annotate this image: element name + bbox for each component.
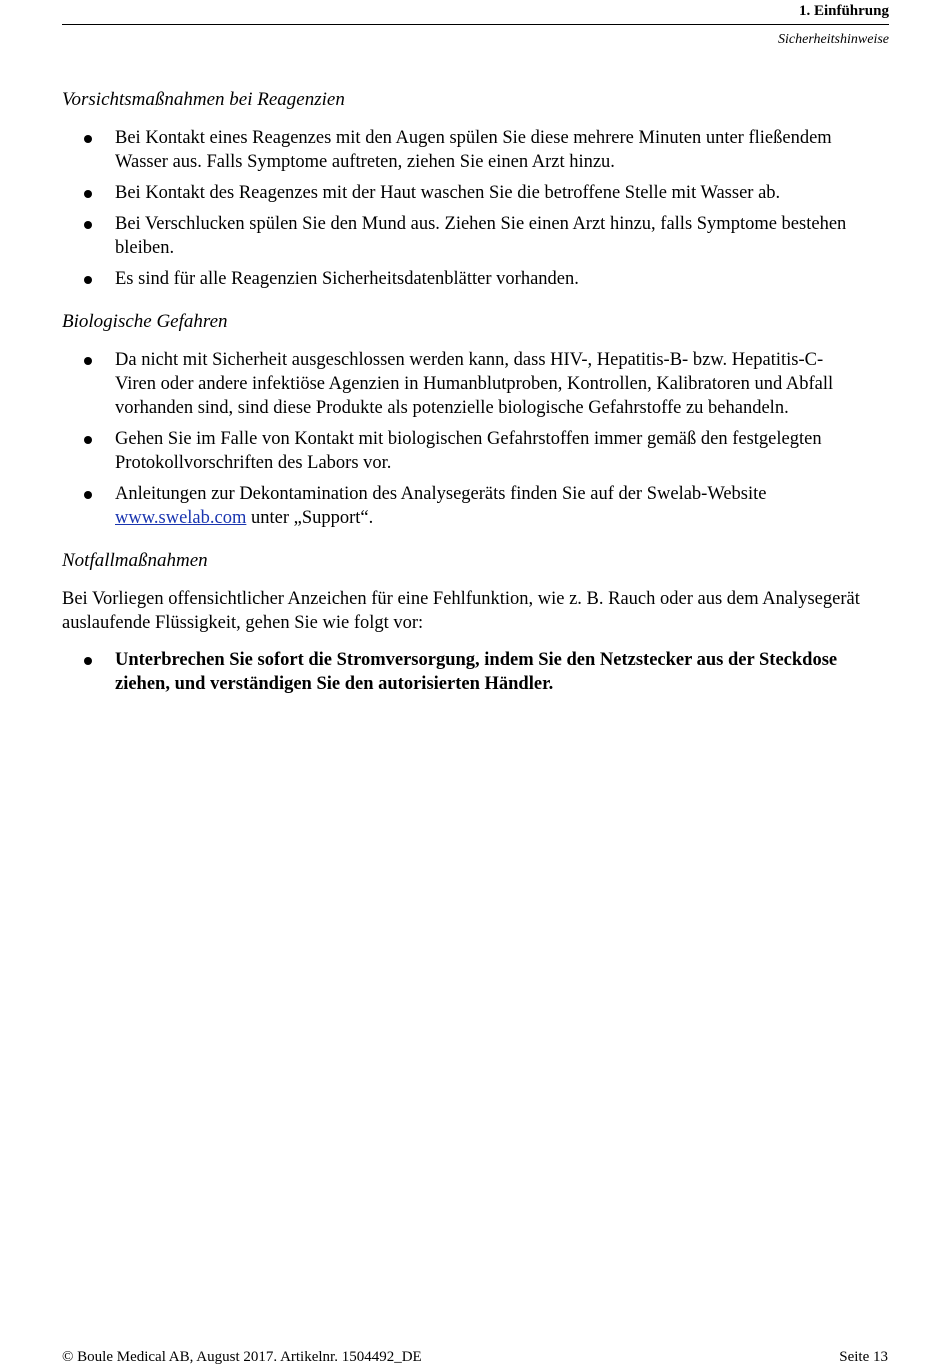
list-item-text: Bei Verschlucken spülen Sie den Mund aus. Ziehen Sie einen Arzt hinzu, falls Symptome bestehen bleiben. (115, 214, 847, 258)
list-item (62, 648, 862, 696)
reagents-list (62, 126, 862, 291)
list-item-text: Gehen Sie im Falle von Kontakt mit biologischen Gefahrstoffen immer gemäß den festgelegten Protokollvorschriften des Labors vor. (115, 429, 822, 473)
list-item (62, 126, 862, 174)
list-item-text: Da nicht mit Sicherheit ausgeschlossen werden kann, dass HIV-, Hepatitis-B- bzw. Hepatitis-C-Viren oder andere infektiöse Agenzien in Humanblutproben, Kontrollen, Kalibratoren und Abfall vorhanden sind, sind diese Produkte als potenzielle biologische Gefahrstoffe zu behandeln. (115, 350, 834, 418)
bullet-icon (84, 276, 92, 284)
reagents-heading: Vorsichtsmaßnahmen bei Reagenzien (62, 89, 345, 110)
bullet-icon (84, 357, 92, 365)
reagents-section (62, 88, 862, 291)
biohazards-section (62, 310, 862, 530)
list-item-text: Bei Kontakt des Reagenzes mit der Haut waschen Sie die betroffene Stelle mit Wasser ab. (115, 183, 781, 203)
bullet-icon (84, 657, 92, 665)
list-item (62, 427, 862, 475)
list-item (62, 181, 862, 205)
emergency-intro: Bei Vorliegen offensichtlicher Anzeichen für eine Fehlfunktion, wie z. B. Rauch oder aus dem Analysegerät auslaufende Flüssigkeit, gehen Sie wie folgt vor: (62, 589, 860, 633)
list-item-text: Es sind für alle Reagenzien Sicherheitsdatenblätter vorhanden. (115, 269, 579, 289)
bullet-icon (84, 491, 92, 499)
list-item-text: Bei Kontakt eines Reagenzes mit den Augen spülen Sie diese mehrere Minuten unter fließendem Wasser aus. Falls Symptome auftreten, ziehen Sie einen Arzt hinzu. (115, 128, 832, 172)
bullet-icon (84, 135, 92, 143)
list-item-text: Unterbrechen Sie sofort die Stromversorgung, indem Sie den Netzstecker aus der Steckdose ziehen, und verständigen Sie den autorisierten Händler. (115, 650, 838, 694)
footer-copyright: © Boule Medical AB, August 2017. Artikelnr. 1504492_DE (62, 1349, 422, 1365)
emergency-section (62, 549, 862, 696)
footer-page-number: Seite 13 (839, 1349, 888, 1365)
header-divider (62, 24, 889, 25)
bullet-icon (84, 436, 92, 444)
list-item (62, 267, 862, 291)
biohazards-list (62, 348, 862, 530)
list-item-text-before: Anleitungen zur Dekontamination des Analysegeräts finden Sie auf der Swelab-Website (115, 484, 767, 504)
biohazards-heading: Biologische Gefahren (62, 311, 228, 332)
list-item (62, 482, 862, 530)
list-item (62, 212, 862, 260)
chapter-title: 1. Einführung (798, 3, 889, 19)
bullet-icon (84, 190, 92, 198)
emergency-list (62, 648, 862, 696)
list-item (62, 348, 862, 420)
page-content (62, 88, 862, 715)
bullet-icon (84, 221, 92, 229)
swelab-website-link[interactable]: www.swelab.com (115, 508, 247, 528)
section-title: Sicherheitshinweise (778, 32, 889, 47)
emergency-heading: Notfallmaßnahmen (62, 550, 208, 571)
list-item-text-after: unter „Support“. (246, 508, 374, 528)
